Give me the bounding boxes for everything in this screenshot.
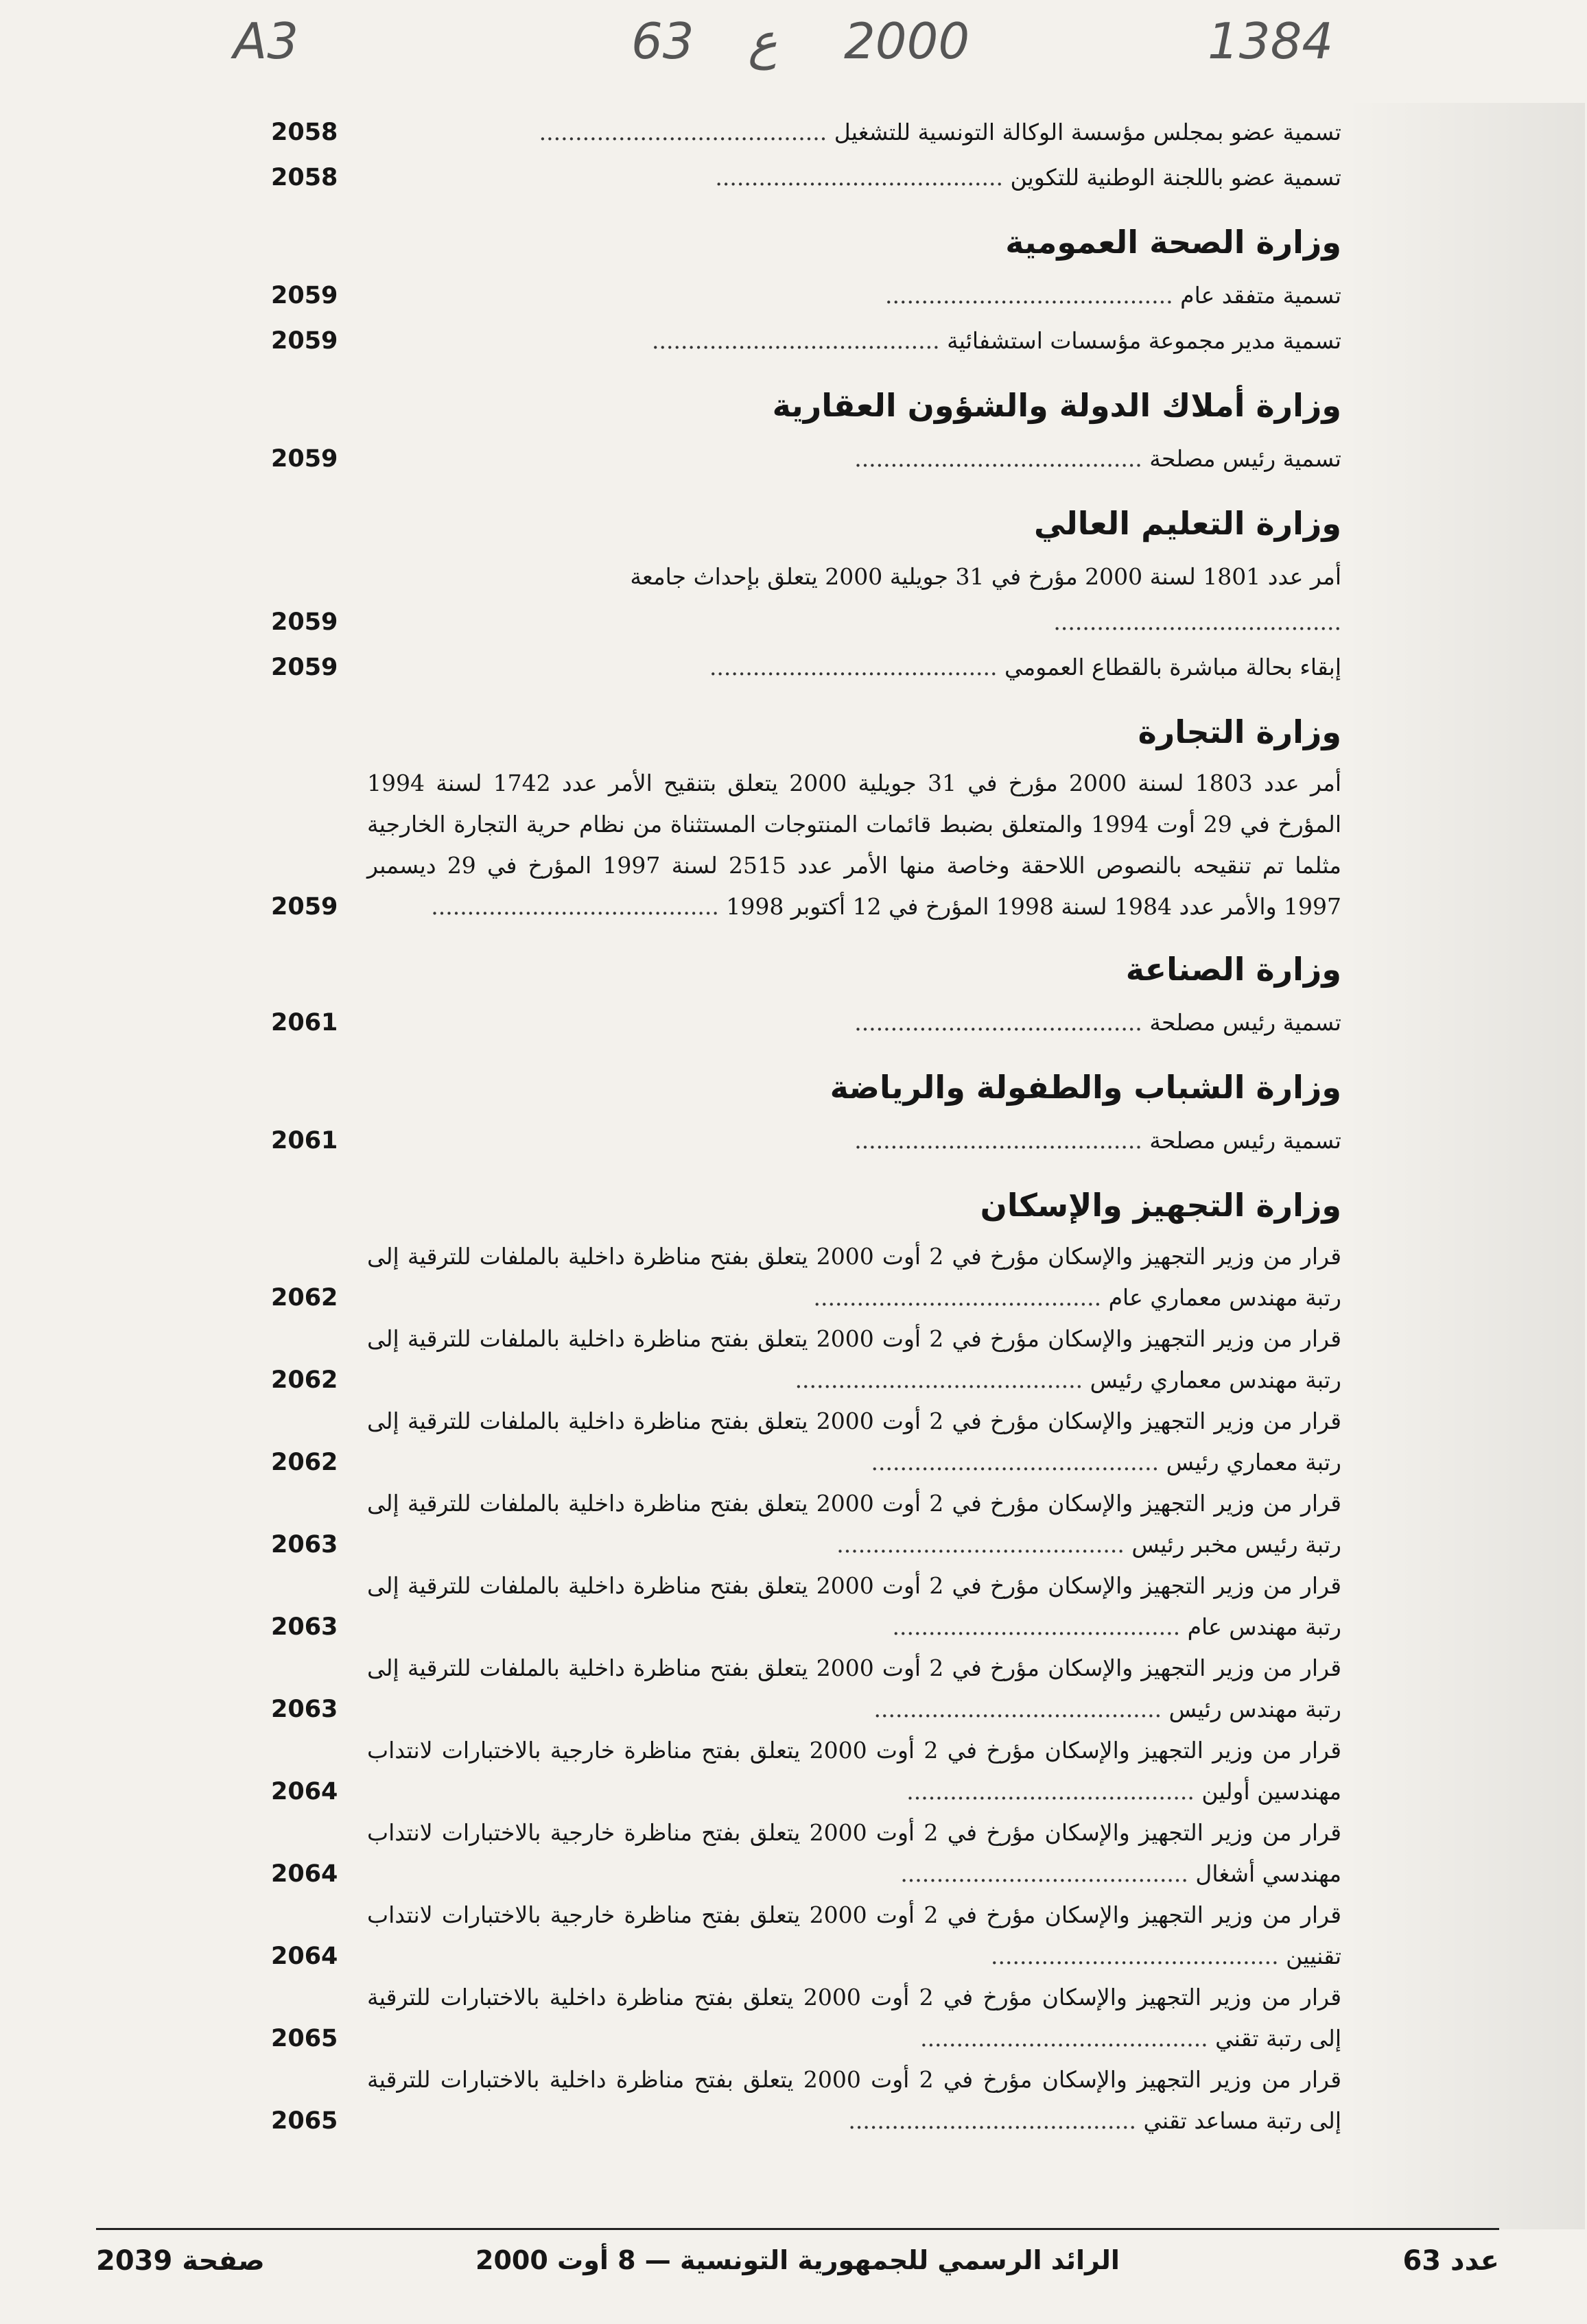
section-title: وزارة أملاك الدولة والشؤون العقارية xyxy=(772,387,1341,424)
toc-entry xyxy=(271,1977,1341,2059)
leader-dots: ........................................ xyxy=(836,1531,1125,1558)
footer-gazette-title: الرائد الرسمي للجمهورية التونسية — 8 أوت 2000 xyxy=(475,2245,1120,2275)
toc-page-number: 2062 xyxy=(271,1449,338,1476)
toc-entry xyxy=(271,1401,1341,1483)
footer-page-number: صفحة 2039 xyxy=(96,2245,265,2277)
leader-dots: ........................................ xyxy=(900,1860,1188,1887)
leader-dots: ........................................ xyxy=(813,1284,1102,1311)
page-footer xyxy=(96,2228,1499,2277)
toc-page-number: 2063 xyxy=(271,1531,338,1558)
toc-entry-text: تسمية مدير مجموعة مؤسسات استشفائية xyxy=(947,327,1341,354)
toc-entry-text: إبقاء بحالة مباشرة بالقطاع العمومي xyxy=(1004,654,1341,680)
leader-dots: ........................................ xyxy=(854,1009,1142,1036)
toc-page-number: 2065 xyxy=(271,2107,338,2135)
toc-entry xyxy=(271,763,1341,927)
leader-dots: ........................................ xyxy=(906,1778,1195,1805)
handwritten-mark-2: 63 xyxy=(631,12,694,70)
leader-dots: ........................................ xyxy=(795,1366,1083,1393)
toc-entry xyxy=(271,155,1341,200)
leader-dots: ........................................ xyxy=(431,893,719,920)
toc-entry-text: تسمية رئيس مصلحة xyxy=(1149,1127,1341,1154)
toc-page-number: 2058 xyxy=(271,164,338,191)
toc-page-number: 2061 xyxy=(271,1127,338,1154)
table-of-contents xyxy=(271,110,1341,2142)
toc-page-number: 2062 xyxy=(271,1366,338,1394)
toc-page-number: 2063 xyxy=(271,1613,338,1641)
toc-page-number: 2059 xyxy=(271,654,338,681)
leader-dots: ........................................ xyxy=(991,1943,1279,1969)
toc-entry xyxy=(271,645,1341,690)
toc-entry-text: قرار من وزير التجهيز والإسكان مؤرخ في 2 أوت 2000 يتعلق بفتح مناظرة داخلية بالملفات للترقية إلى رتبة معماري رئيس xyxy=(367,1408,1341,1475)
toc-page-number: 2059 xyxy=(271,608,338,636)
handwritten-mark-4: 2000 xyxy=(844,12,970,70)
toc-entry-text: تسمية عضو باللجنة الوطنية للتكوين xyxy=(1010,164,1341,191)
section-title: وزارة الصناعة xyxy=(1125,951,1341,988)
toc-entry xyxy=(271,1483,1341,1565)
toc-entry-text: قرار من وزير التجهيز والإسكان مؤرخ في 2 أوت 2000 يتعلق بفتح مناظرة داخلية بالملفات للترقية إلى رتبة مهندس رئيس xyxy=(367,1655,1341,1722)
section-title: وزارة الصحة العمومية xyxy=(1005,224,1341,261)
section-title: وزارة الشباب والطفولة والرياضة xyxy=(830,1069,1341,1106)
toc-entry-text: تسمية متفقد عام xyxy=(1180,282,1341,309)
toc-entry-text: قرار من وزير التجهيز والإسكان مؤرخ في 2 أوت 2000 يتعلق بفتح مناظرة داخلية بالملفات للترقية إلى رتبة مهندس معماري عام xyxy=(367,1243,1341,1311)
toc-entry xyxy=(271,1236,1341,1318)
leader-dots: ........................................ xyxy=(1053,608,1341,635)
toc-page-number: 2061 xyxy=(271,1009,338,1036)
leader-dots: ........................................ xyxy=(715,164,1003,191)
toc-entry xyxy=(271,1895,1341,1977)
toc-entry xyxy=(271,436,1341,482)
section-title: وزارة التجارة xyxy=(1138,713,1341,750)
leader-dots: ........................................ xyxy=(709,654,998,680)
toc-entry-text: قرار من وزير التجهيز والإسكان مؤرخ في 2 أوت 2000 يتعلق بفتح مناظرة داخلية بالملفات للترقية إلى رتبة رئيس مخبر رئيس xyxy=(367,1490,1341,1558)
toc-entry xyxy=(271,554,1341,645)
toc-page-number: 2058 xyxy=(271,119,338,146)
toc-page-number: 2064 xyxy=(271,1778,338,1805)
toc-entry-text: تسمية رئيس مصلحة xyxy=(1149,445,1341,472)
toc-entry xyxy=(271,110,1341,155)
toc-entry-text: قرار من وزير التجهيز والإسكان مؤرخ في 2 أوت 2000 يتعلق بفتح مناظرة داخلية بالملفات للترقية إلى رتبة مهندس معماري رئيس xyxy=(367,1325,1341,1393)
toc-entry xyxy=(271,1565,1341,1648)
toc-entry-text: قرار من وزير التجهيز والإسكان مؤرخ في 2 أوت 2000 يتعلق بفتح مناظرة داخلية بالاختبارات للترقية إلى رتبة تقني xyxy=(367,1984,1341,2052)
toc-entry-text: أمر عدد 1801 لسنة 2000 مؤرخ في 31 جويلية 2000 يتعلق بإحداث جامعة xyxy=(630,563,1341,590)
leader-dots: ........................................ xyxy=(651,327,940,354)
toc-entry-text: تسمية عضو بمجلس مؤسسة الوكالة التونسية للتشغيل xyxy=(834,119,1341,145)
leader-dots: ........................................ xyxy=(854,445,1142,472)
leader-dots: ........................................ xyxy=(854,1127,1142,1154)
toc-entry xyxy=(271,1730,1341,1812)
toc-page-number: 2059 xyxy=(271,893,338,921)
section-title: وزارة التجهيز والإسكان xyxy=(980,1187,1341,1224)
toc-page-number: 2064 xyxy=(271,1860,338,1888)
leader-dots: ........................................ xyxy=(539,119,827,145)
toc-entry xyxy=(271,318,1341,364)
toc-page-number: 2064 xyxy=(271,1943,338,1970)
toc-entry xyxy=(271,2059,1341,2142)
toc-entry-text: أمر عدد 1803 لسنة 2000 مؤرخ في 31 جويلية 2000 يتعلق بتنقيح الأمر عدد 1742 لسنة 1994 المؤرخ في 29 أوت 1994 والمتعلق بضبط قائمات المنتوجات المستثناة من نظام حرية التجارة الخارجية مثلما تم تنقيحه بالنصوص اللاحقة وخاصة منها الأمر عدد 2515 لسنة 1997 المؤرخ في 29 ديسمبر 1997 والأمر عدد 1984 لسنة 1998 المؤرخ في 12 أكتوبر 1998 xyxy=(367,770,1342,920)
section-title: وزارة التعليم العالي xyxy=(1033,505,1341,542)
toc-entry xyxy=(271,1648,1341,1730)
toc-entry xyxy=(271,273,1341,318)
toc-entry xyxy=(271,1812,1341,1895)
bleed-through-shadow xyxy=(1345,103,1585,2229)
leader-dots: ........................................ xyxy=(920,2025,1208,2052)
leader-dots: ........................................ xyxy=(871,1449,1160,1475)
toc-entry-text: تسمية رئيس مصلحة xyxy=(1149,1009,1341,1036)
toc-entry xyxy=(271,1118,1341,1163)
toc-entry xyxy=(271,1318,1341,1401)
toc-page-number: 2063 xyxy=(271,1696,338,1723)
footer-issue-number: عدد 63 xyxy=(1402,2245,1499,2277)
toc-entry-text: قرار من وزير التجهيز والإسكان مؤرخ في 2 أوت 2000 يتعلق بفتح مناظرة خارجية بالاختبارات لانتداب مهندسي أشغال xyxy=(367,1819,1341,1887)
toc-entry-text: قرار من وزير التجهيز والإسكان مؤرخ في 2 أوت 2000 يتعلق بفتح مناظرة خارجية بالاختبارات لانتداب تقنيين xyxy=(367,1901,1341,1969)
toc-page-number: 2062 xyxy=(271,1284,338,1312)
toc-entry-text: قرار من وزير التجهيز والإسكان مؤرخ في 2 أوت 2000 يتعلق بفتح مناظرة داخلية بالملفات للترقية إلى رتبة مهندس عام xyxy=(367,1572,1341,1640)
handwritten-mark-5: 1384 xyxy=(1208,12,1334,70)
leader-dots: ........................................ xyxy=(873,1696,1162,1722)
leader-dots: ........................................ xyxy=(885,282,1173,309)
handwritten-mark-3: ع xyxy=(748,12,777,70)
handwritten-mark-1: A3 xyxy=(233,12,299,70)
leader-dots: ........................................ xyxy=(892,1613,1181,1640)
toc-entry xyxy=(271,1000,1341,1045)
leader-dots: ........................................ xyxy=(848,2107,1136,2134)
toc-page-number: 2059 xyxy=(271,282,338,309)
toc-page-number: 2059 xyxy=(271,445,338,473)
toc-page-number: 2065 xyxy=(271,2025,338,2052)
toc-page-number: 2059 xyxy=(271,327,338,355)
toc-entry-text: قرار من وزير التجهيز والإسكان مؤرخ في 2 أوت 2000 يتعلق بفتح مناظرة داخلية بالاختبارات للترقية إلى رتبة مساعد تقني xyxy=(367,2066,1341,2134)
toc-entry-text: قرار من وزير التجهيز والإسكان مؤرخ في 2 أوت 2000 يتعلق بفتح مناظرة خارجية بالاختبارات لانتداب مهندسين أولين xyxy=(367,1737,1341,1805)
